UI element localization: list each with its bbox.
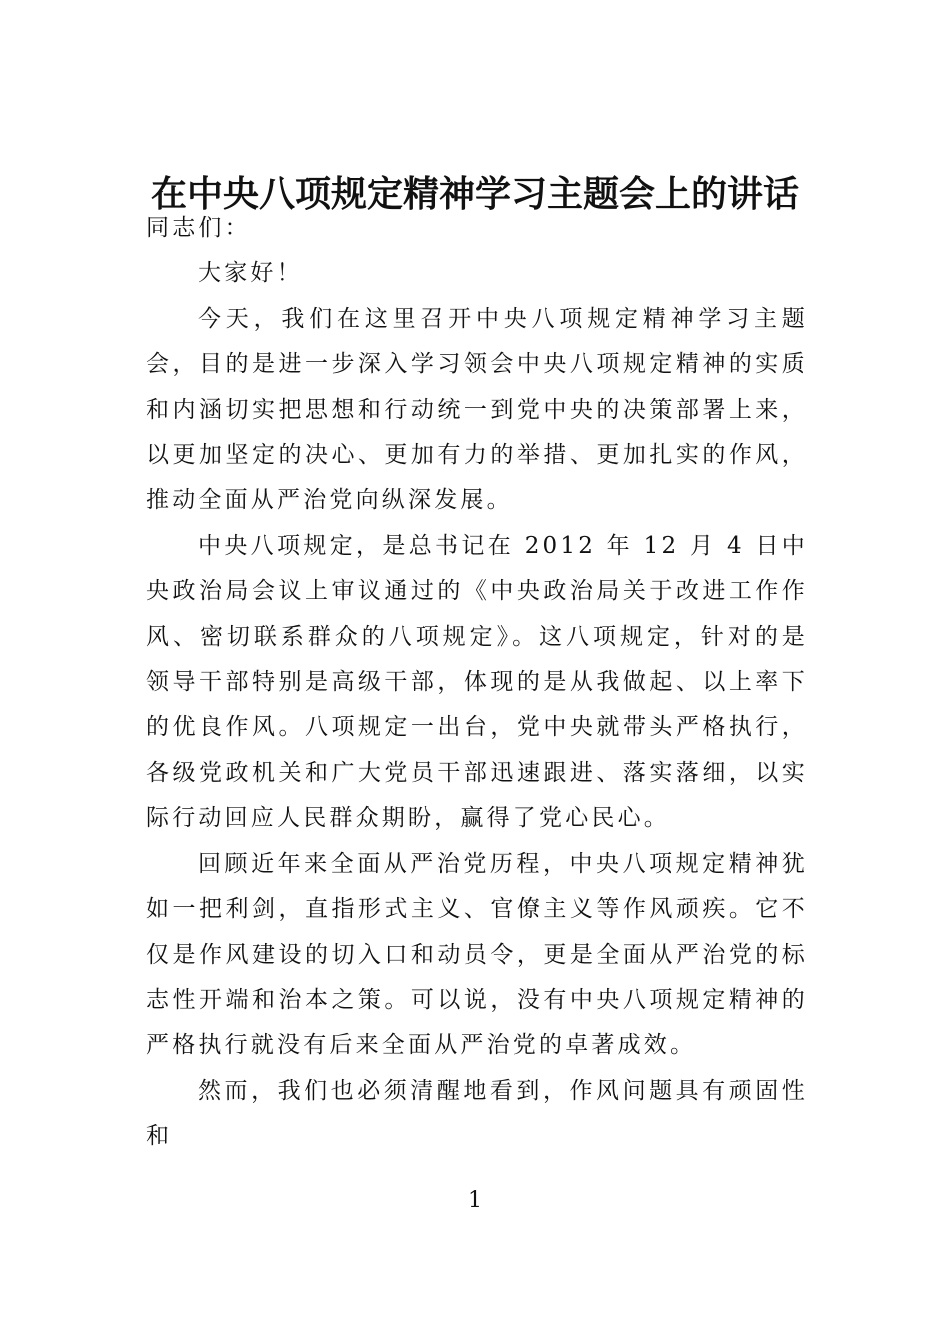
salutation: 同志们： — [146, 215, 251, 241]
paragraph-2: 中央八项规定，是总书记在 2012 年 12 月 4 日中央政治局会议上审议通过的《中央政治局关于改进工作作风、密切联系群众的八项规定》。这八项规定，针对的是领导干部特别是高级干部，体现的是从我做起、以上率下的优良作风。八项规定一出台，党中央就带头严格执行，各级党政机关和广大党员干部迅速跟进、落实落细，以实际行动回应人民群众期盼，赢得了党心民心。 — [146, 532, 808, 832]
paragraph-1: 今天，我们在这里召开中央八项规定精神学习主题会，目的是进一步深入学习领会中央八项规定精神的实质和内涵切实把思想和行动统一到党中央的决策部署上来，以更加坚定的决心、更加有力的举措、更加扎实的作风，推动全面从严治党向纵深发展。 — [146, 305, 808, 514]
paragraph-3: 回顾近年来全面从严治党历程，中央八项规定精神犹如一把利剑，直指形式主义、官僚主义等作风顽疾。它不仅是作风建设的切入口和动员令，更是全面从严治党的标志性开端和治本之策。可以说，没有中央八项规定精神的严格执行就没有后来全面从严治党的卓著成效。 — [146, 850, 808, 1059]
document-title: 在中央八项规定精神学习主题会上的讲话 — [150, 173, 799, 215]
document-body — [146, 206, 808, 1160]
greeting: 大家好！ — [198, 260, 303, 287]
page-number: 1 — [468, 1188, 482, 1213]
paragraph-4: 然而，我们也必须清醒地看到，作风问题具有顽固性和 — [146, 1077, 808, 1150]
